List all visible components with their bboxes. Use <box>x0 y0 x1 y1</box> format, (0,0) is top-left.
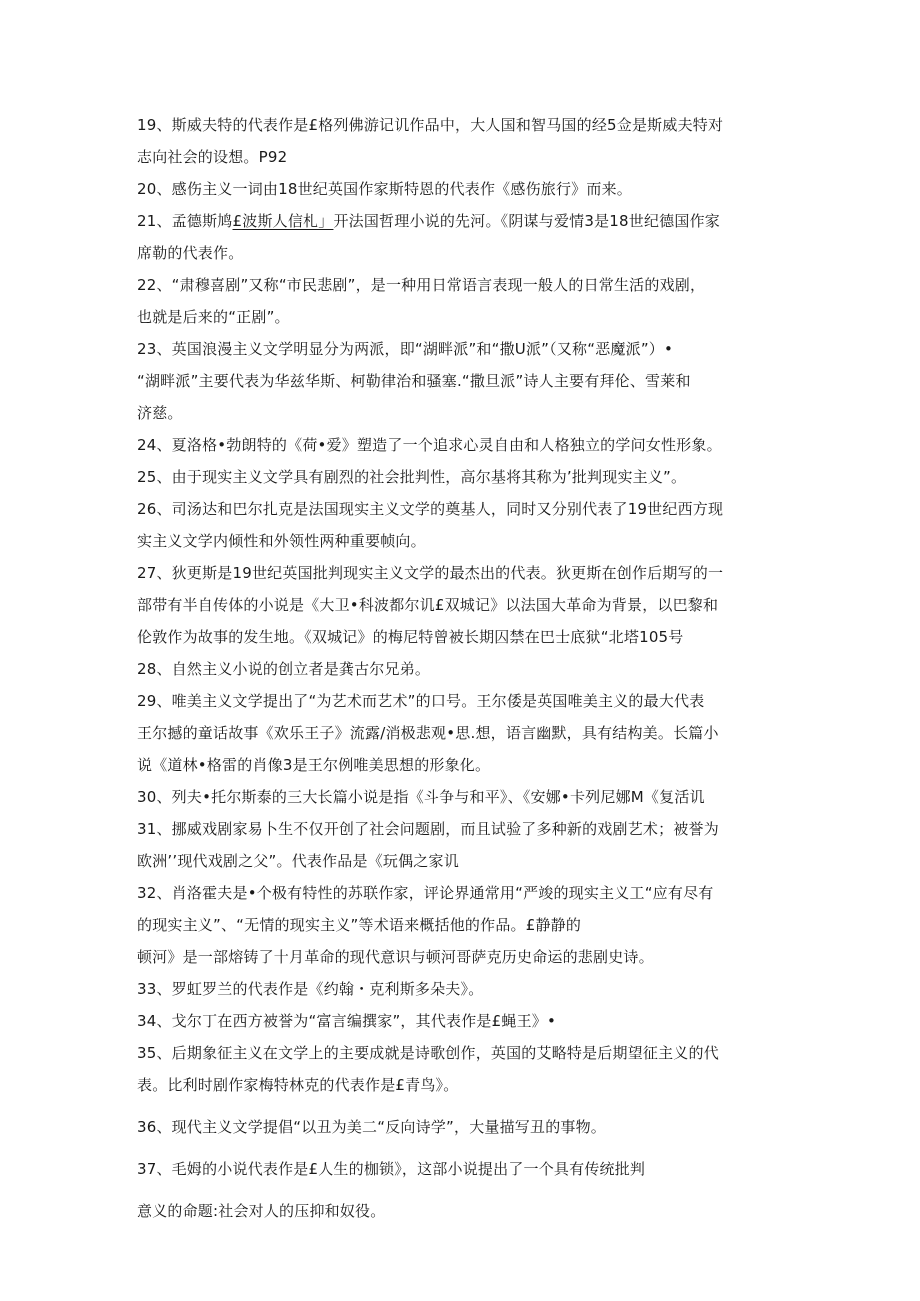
item-34-line-1: 34、戈尔丁在西方被誉为“富言编撰家”，其代表作是£蝇王》• <box>137 1012 557 1030</box>
item-21-underlined-title: £波斯人信札」 <box>232 212 334 230</box>
item-29-line-2: 王尔撼的童话故事《欢乐王子》流露/消极悲观•思.想，语言幽默，具有结构美。长篇小 <box>137 724 719 742</box>
item-32-line-3: 顿河》是一部熔铸了十月革命的现代意识与顿河哥萨克历史命运的悲剧史诗。 <box>137 948 654 966</box>
item-25-line-1: 25、由于现实主义文学具有剧烈的社会批判性，高尔基将其称为’批判现实主义”。 <box>137 468 687 486</box>
item-29-line-3: 说《道林•格雷的肖像3是王尔例唯美思想的形象化。 <box>137 756 491 774</box>
item-24-line-1: 24、夏洛格•勃朗特的《荷•爱》塑造了一个追求心灵自由和人格独立的学问女性形象。 <box>137 436 722 454</box>
item-23-line-3: 济慈。 <box>137 404 183 422</box>
item-21-line-2: 席勒的代表作。 <box>137 244 244 262</box>
item-36-line-1: 36、现代主义文学提倡“以丑为美二“反向诗学”，大量描写丑的事物。 <box>137 1118 607 1136</box>
item-35-line-2: 表。比利时剧作家梅特林克的代表作是£青鸟》。 <box>137 1076 459 1094</box>
item-23-line-1: 23、英国浪漫主义文学明显分为两派，即“湖畔派”和“撒U派”（又称“恶魔派”）• <box>137 340 674 358</box>
item-30-line-1: 30、列夫•托尔斯泰的三大长篇小说是指《斗争与和平》、《安娜•卡列尼娜M《复活讥 <box>137 788 705 806</box>
item-21-line-1 <box>137 210 797 232</box>
item-27-line-2: 部带有半自传体的小说是《大卫•科波都尔讥£双城记》以法国大革命为背景，以巴黎和 <box>137 596 719 614</box>
item-32-line-2: 的现实主义”、“无情的现实主义”等术语来概括他的作品。£静静的 <box>137 916 582 934</box>
item-27-line-1: 27、狄更斯是19世纪英国批判现实主义文学的最杰出的代表。狄更斯在创作后期写的一 <box>137 564 724 582</box>
item-31-line-1: 31、挪威戏剧家易卜生不仅开创了社会问题剧，而且试验了多种新的戏剧艺术；被誉为 <box>137 820 719 838</box>
item-27-line-3: 伦敦作为故事的发生地。《双城记》的梅尼特曾被长期囚禁在巴士底狱“北塔105号 <box>137 628 684 646</box>
item-21-suffix: 开法国哲理小说的先河。《阴谋与爱情3是18世纪德国作家 <box>333 212 720 230</box>
item-21-prefix: 21、孟德斯鸠 <box>137 212 233 230</box>
item-19-line-1: 19、斯威夫特的代表作是£格列佛游记讥作品中，大人国和智马国的经5佥是斯威夫特对 <box>137 116 724 134</box>
item-37-line-2: 意义的命题:社会对人的压抑和奴役。 <box>137 1202 386 1220</box>
item-37-line-1: 37、毛姆的小说代表作是£人生的枷锁》，这部小说提出了一个具有传统批判 <box>137 1160 646 1178</box>
item-22-line-1: 22、“肃穆喜剧”又称“市民悲剧”，是一种用日常语言表现一般人的日常生活的戏剧， <box>137 276 706 294</box>
item-20-line-1: 20、感伤主义一词由18世纪英国作家斯特恩的代表作《感伤旅行》而来。 <box>137 180 632 198</box>
item-22-line-2: 也就是后来的“正剧”。 <box>137 308 290 326</box>
item-31-line-2: 欧洲’’现代戏剧之父”。代表作品是《玩偶之家讥 <box>137 852 459 870</box>
item-23-line-2: “湖畔派”主要代表为华兹华斯、柯勒律治和骚塞.“撒旦派”诗人主要有拜伦、雪莱和 <box>137 372 691 390</box>
item-32-line-1: 32、肖洛霍夫是•个极有特性的苏联作家，评论界通常用“严竣的现实主义工“应有尽有 <box>137 884 714 902</box>
item-33-line-1: 33、罗虹罗兰的代表作是《约翰・克利斯多朵夫》。 <box>137 980 484 998</box>
item-19-line-2: 志向社会的设想。P92 <box>137 148 288 166</box>
item-26-line-2: 实主义文学内倾性和外领性两种重要帧向。 <box>137 532 426 550</box>
item-26-line-1: 26、司汤达和巴尔扎克是法国现实主义文学的奠基人，同时又分别代表了19世纪西方现 <box>137 500 724 518</box>
item-28-line-1: 28、自然主义小说的创立者是龚古尔兄弟。 <box>137 660 431 678</box>
item-29-line-1: 29、唯美主义文学提出了“为艺术而艺术”的口号。王尔倭是英国唯美主义的最大代表 <box>137 692 705 710</box>
item-35-line-1: 35、后期象征主义在文学上的主要成就是诗歌创作，英国的艾略特是后期望征主义的代 <box>137 1044 719 1062</box>
